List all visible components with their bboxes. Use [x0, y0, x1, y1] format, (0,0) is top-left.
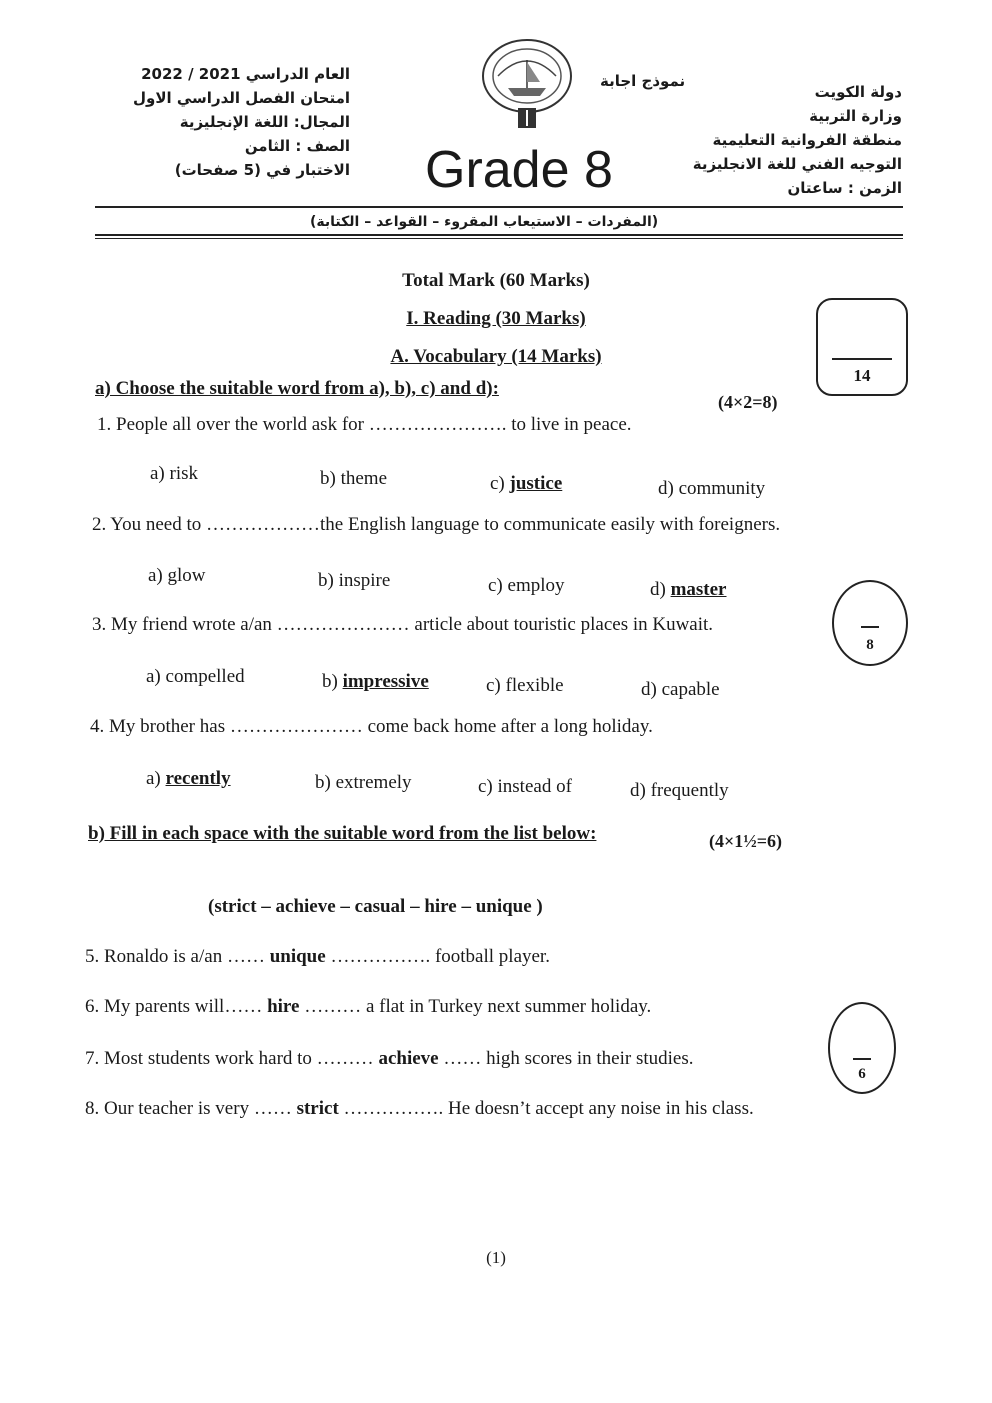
header-duration: الزمن : ساعتان — [787, 179, 902, 197]
circle-line — [853, 1058, 871, 1060]
question-1: 1. People all over the world ask for …………………. to live in peace. — [97, 414, 632, 435]
kuwait-emblem-icon — [478, 36, 576, 136]
q6-suffix: ……… a flat in Turkey next summer holiday. — [304, 996, 652, 1017]
question-7 — [85, 1048, 693, 1070]
q1-option-d: d) community — [658, 478, 766, 499]
header-divider-top — [95, 206, 903, 208]
q5-suffix: ……………. football player. — [330, 946, 550, 967]
q2-answer: master — [670, 579, 727, 600]
q4-option-b: b) extremely — [315, 772, 412, 793]
header-grade-ar: الصف : الثامن — [244, 137, 350, 155]
part-a-score: 8 — [866, 637, 874, 653]
q1-answer: justice — [509, 473, 563, 494]
q2-option-d-letter: d) — [650, 579, 671, 600]
question-4: 4. My brother has ………………… come back home after a long holiday. — [90, 716, 653, 737]
q4-option-a — [146, 768, 231, 790]
q5-answer: unique — [269, 946, 326, 967]
question-2: 2. You need to ………………the English language to communicate easily with foreigners. — [92, 514, 781, 535]
q4-answer: recently — [165, 768, 231, 789]
q7-suffix: …… high scores in their studies. — [443, 1048, 694, 1069]
grade-title: Grade 8 — [425, 141, 613, 199]
header-pages: الاختبار في (5 صفحات) — [174, 161, 350, 179]
question-6 — [85, 996, 651, 1018]
q8-suffix: ……………. He doesn’t accept any noise in his class. — [343, 1098, 754, 1119]
q1-option-a: a) risk — [150, 463, 199, 484]
vocabulary-title: A. Vocabulary (14 Marks) — [390, 346, 602, 367]
header-year: العام الدراسي 2021 / 2022 — [141, 65, 350, 83]
model-answer-label: نموذج اجابة — [600, 72, 686, 90]
q8-prefix: 8. Our teacher is very …… — [85, 1098, 292, 1119]
header-district: منطقة الفروانية التعليمية — [712, 131, 902, 149]
total-mark-title: Total Mark (60 Marks) — [402, 270, 590, 291]
q3-option-b-letter: b) — [322, 671, 343, 692]
word-list: (strict – achieve – casual – hire – unique ) — [208, 896, 543, 917]
part-b-score: 6 — [858, 1066, 866, 1082]
q2-option-d — [650, 579, 727, 601]
question-3: 3. My friend wrote a/an ………………… article about touristic places in Kuwait. — [92, 614, 714, 635]
header-ministry-block — [642, 80, 902, 200]
q8-answer: strict — [296, 1098, 339, 1119]
part-a-score-circle — [832, 580, 908, 666]
header-subject: المجال: اللغة الإنجليزية — [179, 113, 350, 131]
q7-answer: achieve — [378, 1048, 439, 1069]
q4-option-a-letter: a) — [146, 768, 166, 789]
q3-option-b — [322, 671, 429, 693]
question-5 — [85, 946, 550, 968]
q3-option-c: c) flexible — [486, 675, 564, 696]
part-b-score-circle — [828, 1002, 896, 1094]
q7-prefix: 7. Most students work hard to ……… — [85, 1048, 374, 1069]
q5-prefix: 5. Ronaldo is a/an …… — [85, 946, 265, 967]
header-ministry: وزارة التربية — [809, 107, 902, 125]
part-a-instruction: a) Choose the suitable word from a), b), c) and d): — [95, 378, 499, 399]
score-line — [832, 358, 892, 360]
part-b-instruction: b) Fill in each space with the suitable word from the list below: — [88, 823, 597, 844]
header-country: دولة الكويت — [814, 83, 902, 101]
header-exam-block — [130, 62, 350, 182]
q1-option-b: b) theme — [320, 468, 388, 489]
q3-answer: impressive — [342, 671, 429, 692]
vocabulary-score-box — [816, 298, 908, 396]
q3-option-a: a) compelled — [146, 666, 245, 687]
q1-option-c-letter: c) — [490, 473, 510, 494]
part-a-marks: (4×2=8) — [718, 392, 778, 412]
vocabulary-score-total: 14 — [853, 366, 871, 385]
q4-option-d: d) frequently — [630, 780, 729, 801]
q3-option-d: d) capable — [641, 679, 720, 700]
circle-line — [861, 626, 879, 628]
part-b-marks: (4×1½=6) — [709, 831, 783, 851]
header-divider-bottom-thin — [95, 238, 903, 239]
q6-prefix: 6. My parents will…… — [85, 996, 263, 1017]
q1-option-c — [490, 473, 562, 495]
question-8 — [85, 1098, 754, 1120]
header-exam-term: امتحان الفصل الدراسي الاول — [133, 89, 350, 107]
header-divider-bottom — [95, 234, 903, 236]
q2-option-b: b) inspire — [318, 570, 391, 591]
page-number: (1) — [486, 1248, 506, 1267]
header-supervision: التوجيه الفني للغة الانجليزية — [692, 155, 902, 173]
q4-option-c: c) instead of — [478, 776, 572, 797]
reading-title: I. Reading (30 Marks) — [406, 308, 586, 329]
sections-list: (المفردات – الاستيعاب المقروء – القواعد – الكتابة) — [310, 214, 659, 230]
q2-option-c: c) employ — [488, 575, 565, 596]
q6-answer: hire — [267, 996, 300, 1017]
q2-option-a: a) glow — [148, 565, 206, 586]
